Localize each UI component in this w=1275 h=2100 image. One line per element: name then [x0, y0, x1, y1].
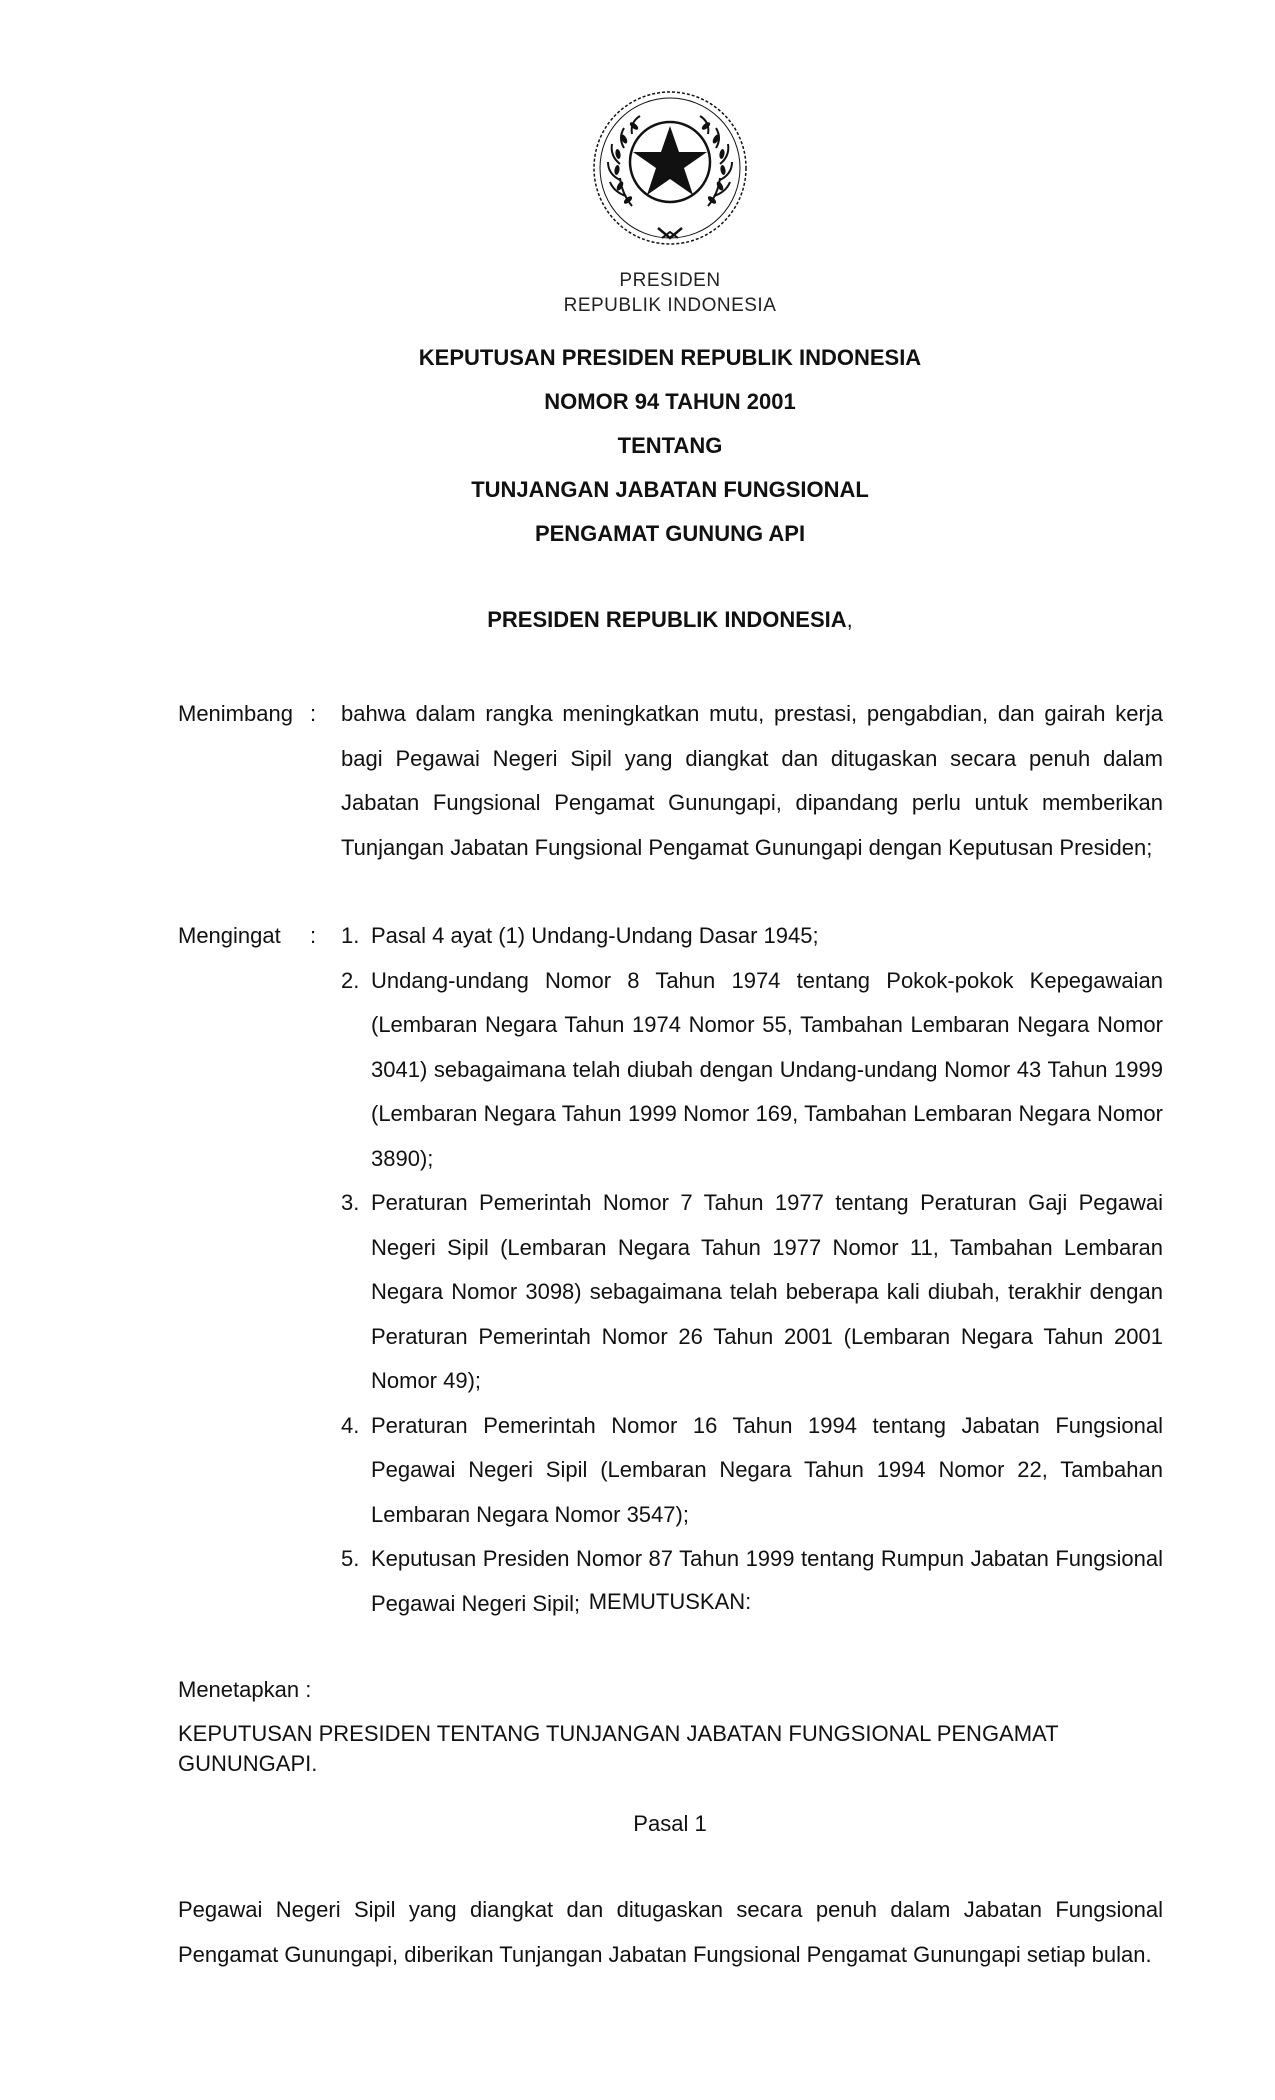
decree-title: KEPUTUSAN PRESIDEN REPUBLIK INDONESIA	[418, 345, 922, 370]
list-item-text: Undang-undang Nomor 8 Tahun 1974 tentang Pokok-pokok Kepegawaian (Lembaran Negara Tahun 1974 Nomor 55, Tambahan Lembaran Negara Nomor 3041) sebagaimana telah diubah dengan Undang-undang Nomor 43 Tahun 1999 (Lembaran Negara Tahun 1999 Nomor 169, Tambahan Lembaran Negara Nomor 3890);	[371, 967, 1163, 1171]
mengingat-colon: :	[310, 923, 317, 948]
list-item-number: 2.	[341, 967, 360, 993]
list-item	[341, 914, 1163, 959]
president-heading-comma: ,	[846, 607, 853, 632]
president-heading-text: PRESIDEN REPUBLIK INDONESIA	[487, 607, 847, 632]
list-item-text: Peraturan Pemerintah Nomor 7 Tahun 1977 tentang Peraturan Gaji Pegawai Negeri Sipil (Lembaran Negara Tahun 1977 Nomor 11, Tambahan Lembaran Negara Nomor 3098) sebagaimana telah beberapa kali diubah, terakhir dengan Peraturan Pemerintah Nomor 26 Tahun 2001 (Lembaran Negara Tahun 2001 Nomor 49);	[371, 1190, 1163, 1393]
president-heading	[320, 606, 1020, 634]
list-item-number: 5.	[341, 1546, 360, 1571]
decree-number: NOMOR 94 TAHUN 2001	[544, 389, 796, 414]
issuer-line-2: REPUBLIK INDONESIA	[563, 295, 777, 316]
menimbang-label: Menimbang	[178, 701, 293, 726]
pasal-1-text: Pegawai Negeri Sipil yang diangkat dan ditugaskan secara penuh dalam Jabatan Fungsional Pengamat Gunungapi, diberikan Tunjangan Jabatan Fungsional Pengamat Gunungapi setiap bulan.	[178, 1897, 1163, 1967]
list-item-text: Pasal 4 ayat (1) Undang-Undang Dasar 1945;	[371, 923, 819, 948]
list-item-text: Peraturan Pemerintah Nomor 16 Tahun 1994 tentang Jabatan Fungsional Pegawai Negeri Sipil (Lembaran Negara Tahun 1994 Nomor 22, Tambahan Lembaran Negara Nomor 3547);	[371, 1412, 1163, 1527]
memutuskan-heading: MEMUTUSKAN:	[588, 1589, 752, 1614]
list-item-text: Keputusan Presiden Nomor 87 Tahun 1999 tentang Rumpun Jabatan Fungsional Pegawai Negeri Sipil;	[371, 1546, 1163, 1616]
list-item-number: 3.	[341, 1190, 360, 1215]
garuda-star-emblem-icon	[590, 88, 750, 248]
menimbang-text: bahwa dalam rangka meningkatkan mutu, prestasi, pengabdian, dan gairah kerja bagi Pegawai Negeri Sipil yang diangkat dan ditugaskan secara penuh dalam Jabatan Fungsional Pengamat Gunungapi, dipandang perlu untuk memberikan Tunjangan Jabatan Fungsional Pengamat Gunungapi dengan Keputusan Presiden;	[341, 701, 1163, 860]
decree-subject-line-1: TUNJANGAN JABATAN FUNGSIONAL	[471, 477, 869, 502]
decree-about-label: TENTANG	[617, 433, 723, 458]
menimbang-colon: :	[310, 701, 317, 726]
menetapkan-label: Menetapkan :	[178, 1677, 312, 1702]
list-item-number: 4.	[341, 1412, 360, 1438]
pasal-1-heading: Pasal 1	[633, 1811, 707, 1836]
mengingat-label: Mengingat	[178, 923, 281, 948]
decree-subject-line-2: PENGAMAT GUNUNG API	[534, 521, 806, 546]
list-item-number: 1.	[341, 923, 360, 948]
mengingat-list	[341, 914, 1163, 1626]
list-item	[341, 959, 1163, 1182]
list-item	[341, 1404, 1163, 1538]
issuer-line-1: PRESIDEN	[619, 270, 721, 291]
menetapkan-text: KEPUTUSAN PRESIDEN TENTANG TUNJANGAN JABATAN FUNGSIONAL PENGAMAT GUNUNGAPI.	[178, 1721, 1059, 1776]
list-item	[341, 1181, 1163, 1404]
